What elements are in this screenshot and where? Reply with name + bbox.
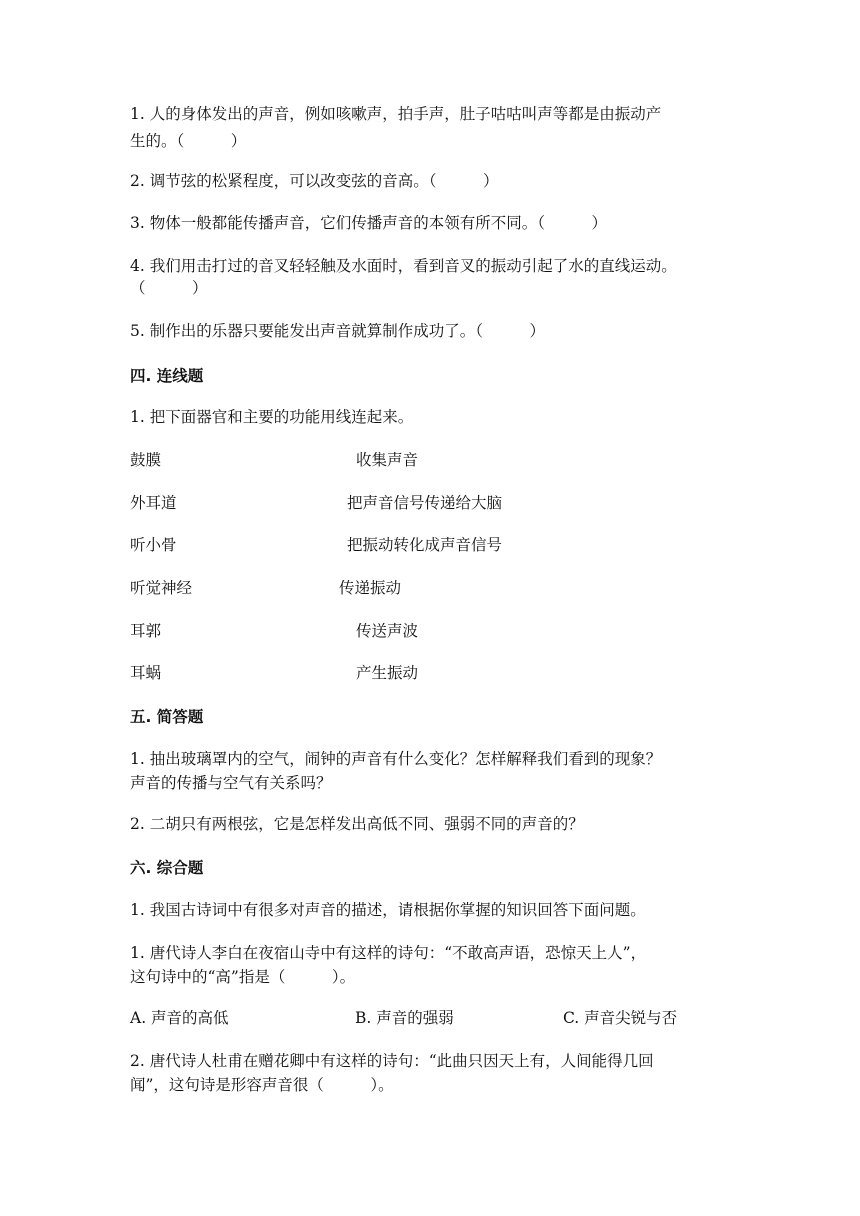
comprehensive-sub2-line1: 2. 唐代诗人杜甫在赠花卿中有这样的诗句：“此曲只因天上有，人间能得几回 (130, 1052, 654, 1070)
function-item: 收集声音 (356, 451, 419, 469)
judge-q5: 5. 制作出的乐器只要能发出声音就算制作成功了。（ ） (130, 322, 545, 340)
organ-item: 外耳道 (130, 494, 177, 512)
comprehensive-sub1-line2: 这句诗中的“高”指是（ ）。 (130, 968, 356, 986)
judge-q4-line1: 4. 我们用击打过的音叉轻轻触及水面时，看到音叉的振动引起了水的直线运动。 (130, 257, 677, 275)
judge-q1-line1: 1. 人的身体发出的声音，例如咳嗽声，拍手声，肚子咕咕叫声等都是由振动产 (130, 105, 662, 123)
judge-q1-line2: 生的。（ ） (130, 132, 247, 150)
judge-q4-line2: （ ） (130, 279, 208, 297)
function-item: 把振动转化成声音信号 (347, 536, 503, 554)
organ-item: 鼓膜 (130, 451, 162, 469)
judge-q3: 3. 物体一般都能传播声音，它们传播声音的本领有所不同。（ ） (130, 214, 607, 232)
section-heading-comprehensive: 六. 综合题 (130, 859, 204, 877)
section-heading-short-answer: 五. 简答题 (130, 708, 204, 726)
matching-question: 1. 把下面器官和主要的功能用线连起来。 (130, 408, 414, 426)
section-heading-matching: 四. 连线题 (130, 367, 204, 385)
option-a: A. 声音的高低 (130, 1009, 229, 1027)
option-c: C. 声音尖锐与否 (563, 1009, 678, 1027)
function-item: 把声音信号传递给大脑 (347, 494, 503, 512)
organ-item: 听觉神经 (130, 579, 193, 597)
function-item: 传送声波 (356, 622, 419, 640)
option-b: B. 声音的强弱 (355, 1009, 454, 1027)
comprehensive-sub2-line2: 闻”，这句诗是形容声音很（ ）。 (130, 1076, 394, 1094)
comprehensive-intro: 1. 我国古诗词中有很多对声音的描述，请根据你掌握的知识回答下面问题。 (130, 901, 646, 919)
short-answer-q1-line1: 1. 抽出玻璃罩内的空气，闹钟的声音有什么变化？怎样解释我们看到的现象？ (130, 750, 662, 768)
comprehensive-sub1-line1: 1. 唐代诗人李白在夜宿山寺中有这样的诗句：“不敢高声语，恐惊天上人”， (130, 944, 647, 962)
organ-item: 听小骨 (130, 536, 177, 554)
organ-item: 耳蜗 (130, 664, 162, 682)
short-answer-q2: 2. 二胡只有两根弦，它是怎样发出高低不同、强弱不同的声音的？ (130, 815, 584, 833)
organ-item: 耳郭 (130, 622, 162, 640)
function-item: 产生振动 (356, 664, 419, 682)
judge-q2: 2. 调节弦的松紧程度，可以改变弦的音高。（ ） (130, 172, 499, 190)
short-answer-q1-line2: 声音的传播与空气有关系吗？ (130, 774, 332, 792)
function-item: 传递振动 (339, 579, 402, 597)
